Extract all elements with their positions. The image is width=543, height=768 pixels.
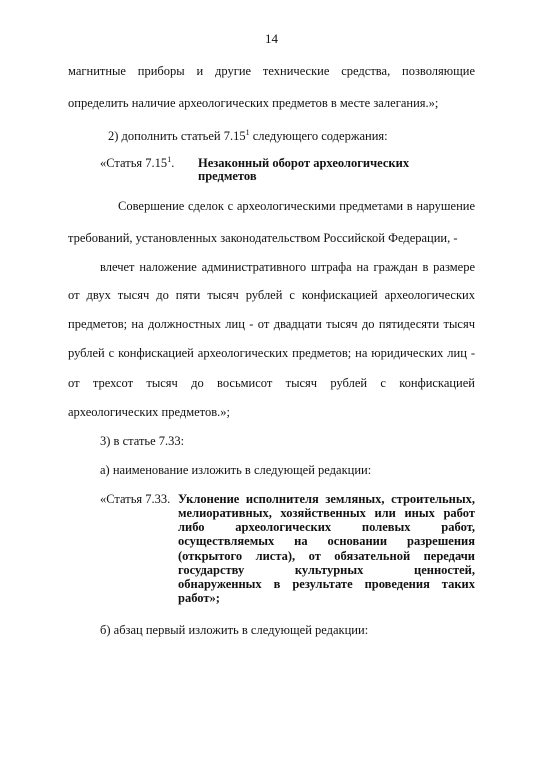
- superscript: 1: [245, 128, 250, 137]
- article-title: либо археологических полевых работ,: [178, 520, 475, 534]
- paragraph-line: археологических предметов.»;: [68, 405, 230, 419]
- article-title: государству культурных ценностей,: [178, 563, 475, 577]
- page-number: 14: [265, 31, 278, 46]
- article-title: (открытого листа), от обязательной передачи: [178, 549, 475, 563]
- paragraph-line: от трехсот тысяч до восьмисот тысяч рублей с конфискацией: [68, 376, 475, 390]
- paragraph-line: определить наличие археологических предметов в месте залегания.»;: [68, 96, 439, 110]
- paragraph-line: предметов; на должностных лиц - от двадцати тысяч до пятидесяти тысяч: [68, 317, 475, 331]
- list-item-text: следующего содержания:: [249, 129, 388, 143]
- article-label: [100, 155, 174, 171]
- article-label-text: «Статья 7.15: [100, 156, 168, 170]
- paragraph-line: магнитные приборы и другие технические средства, позволяющие: [68, 64, 475, 78]
- article-title: Уклонение исполнителя земляных, строительных,: [178, 492, 475, 506]
- article-title: мелиоративных, хозяйственных или иных работ: [178, 506, 475, 520]
- paragraph-line: от двух тысяч до пяти тысяч рублей с конфискацией археологических: [68, 288, 475, 302]
- article-title: работ»;: [178, 591, 220, 605]
- article-title: Незаконный оборот археологических: [198, 156, 410, 170]
- list-item-3: 3) в статье 7.33:: [100, 434, 185, 448]
- paragraph-line: рублей с конфискацией археологических предметов; на юридических лиц -: [68, 346, 475, 360]
- superscript: 1: [167, 155, 172, 164]
- list-item-b: б) абзац первый изложить в следующей редакции:: [100, 623, 369, 637]
- list-item-text: 2) дополнить статьей 7.15: [108, 129, 246, 143]
- list-item-2: [108, 128, 388, 144]
- article-title: обнаруженных в результате проведения таких: [178, 577, 475, 591]
- paragraph-line: влечет наложение административного штрафа на граждан в размере: [100, 260, 475, 274]
- paragraph-line: требований, установленных законодательством Российской Федерации, -: [68, 231, 458, 245]
- article-label-text: .: [171, 156, 175, 170]
- paragraph-line: Совершение сделок с археологическими предметами в нарушение: [118, 199, 475, 213]
- article-title: осуществляемых на основании разрешения: [178, 534, 475, 548]
- article-title: предметов: [198, 169, 257, 183]
- article-label: «Статья 7.33.: [100, 492, 171, 506]
- list-item-a: а) наименование изложить в следующей редакции:: [100, 463, 372, 477]
